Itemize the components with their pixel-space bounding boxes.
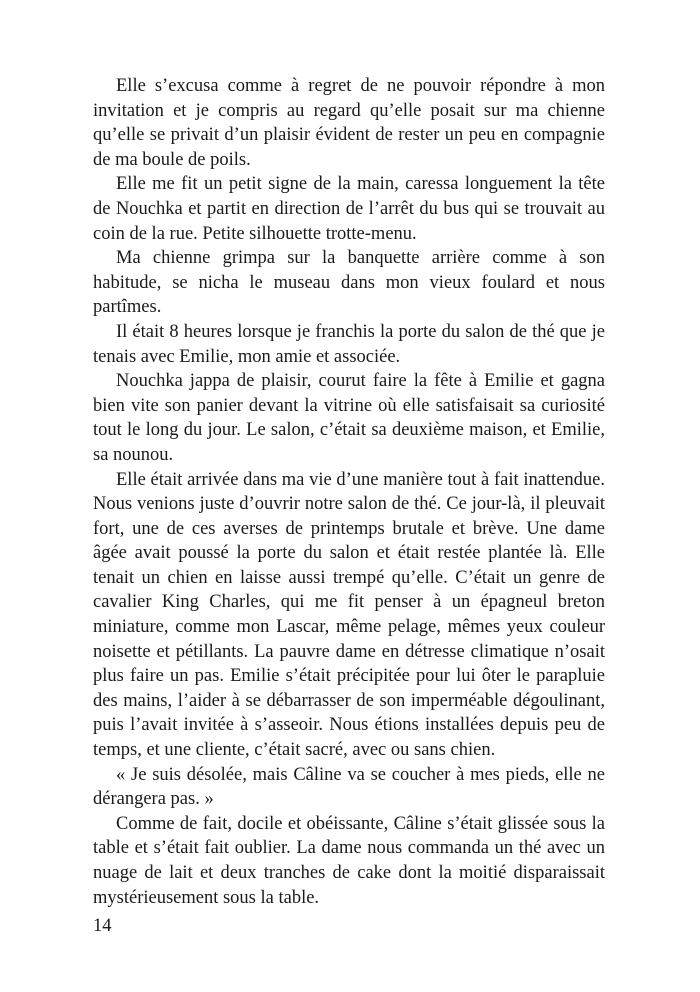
paragraph: « Je suis désolée, mais Câline va se coucher à mes pieds, elle ne dérangera pas. »	[93, 764, 605, 810]
paragraph: Nouchka jappa de plaisir, courut faire la fête à Emilie et gagna bien vite son panier devant la vitrine où elle satisfaisait sa curiosité tout le long du jour. Le salon, c’était sa deuxième maison, et Emilie, sa nounou.	[93, 371, 605, 465]
paragraph: Elle me fit un petit signe de la main, caressa longuement la tête de Nouchka et partit en direction de l’arrêt du bus qui se trouvait au coin de la rue. Petite silhouette trotte-menu.	[93, 174, 605, 244]
page-number: 14	[93, 916, 112, 936]
paragraph: Ma chienne grimpa sur la banquette arrière comme à son habitude, se nicha le museau dans mon vieux foulard et nous partîmes.	[93, 248, 605, 318]
paragraph: Comme de fait, docile et obéissante, Câline s’était glissée sous la table et s’était fait oublier. La dame nous commanda un thé avec un nuage de lait et deux tranches de cake dont la moitié disparaissait mystérieusement sous la table.	[93, 813, 605, 908]
body-text	[93, 74, 605, 910]
paragraph: Elle était arrivée dans ma vie d’une manière tout à fait inattendue. Nous venions juste d’ouvrir notre salon de thé. Ce jour-là, il pleuvait fort, une de ces averses de printemps brutale et brève. Une dame âgée avait poussé la porte du salon et était restée plantée là. Elle tenait un chien en laisse aussi trempé qu’elle. C’était un genre de cavalier King Charles, qui me fit penser à un épagneul breton miniature, comme mon Lascar, même pelage, mêmes yeux couleur noisette et pétillants. La pauvre dame en détresse climatique n’osait plus faire un pas. Emilie s’était précipitée pour lui ôter le parapluie des mains, l’aider à se débarrasser de son imperméable dégoulinant, puis l’avait invitée à s’asseoir. Nous étions installées depuis peu de temps, et une cliente, c’était sacré, avec ou sans chien.	[93, 469, 605, 761]
paragraph: Elle s’excusa comme à regret de ne pouvoir répondre à mon invitation et je compris au regard qu’elle posait sur ma chienne qu’elle se privait d’un plaisir évident de rester un peu en compagnie de ma boule de poils.	[93, 76, 605, 170]
paragraph: Il était 8 heures lorsque je franchis la porte du salon de thé que je tenais avec Emilie, mon amie et associée.	[93, 321, 605, 367]
